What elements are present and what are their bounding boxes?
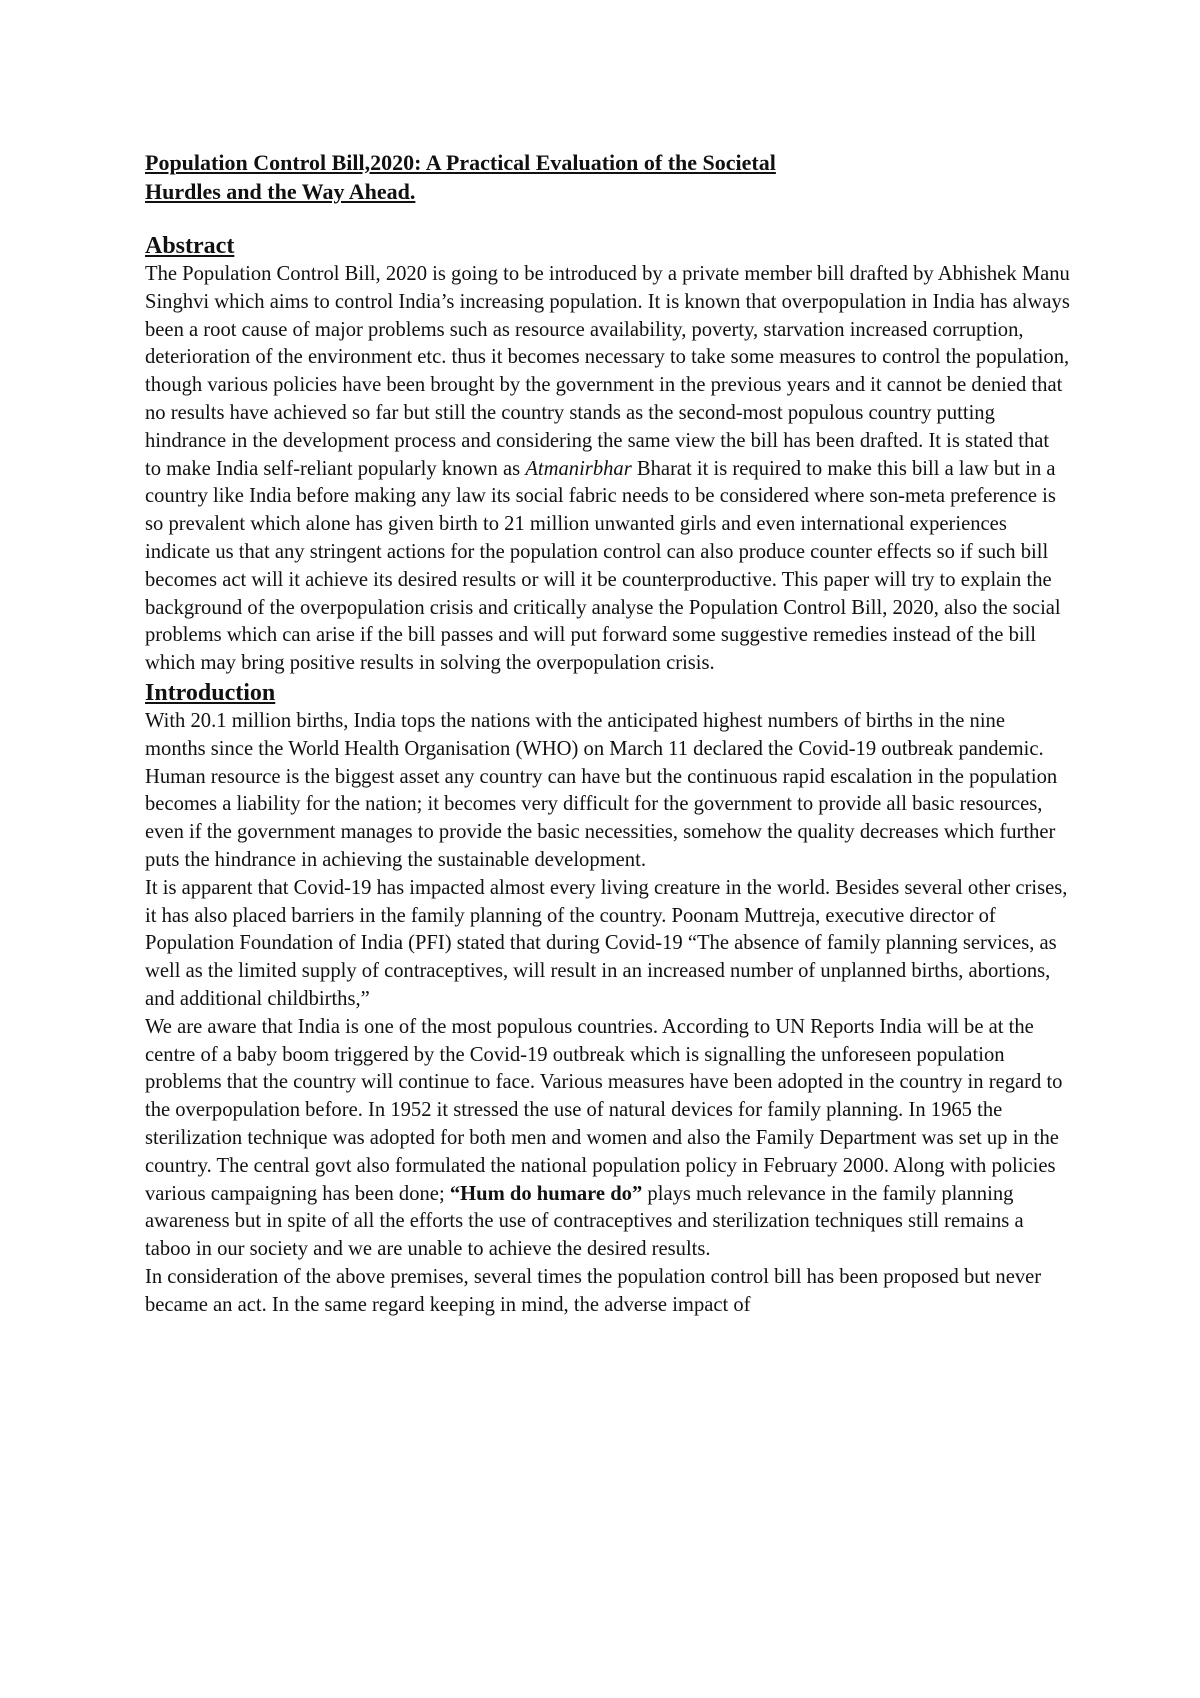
abstract-text-part-2: Bharat it is required to make this bill a law but in a country like India before making any law its social fabric needs to be considered where son-meta preference is so prevalent which alone has given birth to 21 million unwanted girls and even international experiences indicate us that any stringent actions for the population control can also produce counter effects so if such bill becomes act will it achieve its desired results or will it be counterproductive. This paper will try to explain the background of the overpopulation crisis and critically analyse the Population Control Bill, 2020, also the social problems which can arise if the bill passes and will put forward some suggestive remedies instead of the bill which may bring positive results in solving the overpopulation crisis. xyxy=(145,457,1061,675)
document-page xyxy=(145,148,1070,1319)
title-line-2: Hurdles and the Way Ahead. xyxy=(145,179,416,204)
document-title xyxy=(145,148,1070,206)
introduction-paragraph-2: Human resource is the biggest asset any country can have but the continuous rapid escalation in the population becomes a liability for the nation; it becomes very difficult for the government to provide all basic resources, even if the government manages to provide the basic necessities, somehow the quality decreases which further puts the hindrance in achieving the sustainable development. xyxy=(145,765,1058,871)
abstract-italic-term: Atmanirbhar xyxy=(525,457,632,480)
title-line-1: Population Control Bill,2020: A Practical Evaluation of the Societal xyxy=(145,150,776,175)
abstract-heading: Abstract xyxy=(145,233,235,259)
intro-p4-text-part-2: plays much relevance in the family planning awareness but in spite of all the efforts the use of contraceptives and sterilization techniques still remains a taboo in our society and we are unable to achieve the desired results. xyxy=(145,1182,1024,1261)
introduction-paragraph-5: In consideration of the above premises, several times the population control bill has been proposed but never became an act. In the same regard keeping in mind, the adverse impact of xyxy=(145,1265,1042,1316)
introduction-paragraph-4 xyxy=(145,1014,1070,1264)
introduction-heading: Introduction xyxy=(145,679,276,706)
introduction-paragraph-3: It is apparent that Covid-19 has impacted almost every living creature in the world. Besides several other crises, it has also placed barriers in the family planning of the country. Poonam Muttreja, executive director of Population Foundation of India (PFI) stated that during Covid-19 “The absence of family planning services, as well as the limited supply of contraceptives, will result in an increased number of unplanned births, abortions, and additional childbirths,” xyxy=(145,876,1068,1010)
introduction-paragraph-1: With 20.1 million births, India tops the nations with the anticipated highest numbers of births in the nine months since the World Health Organisation (WHO) on March 11 declared the Covid-19 outbreak pandemic. xyxy=(145,709,1044,760)
abstract-paragraph xyxy=(145,261,1070,678)
intro-p4-text-part-1: We are aware that India is one of the most populous countries. According to UN Reports India will be at the centre of a baby boom triggered by the Covid-19 outbreak which is signalling the unforeseen population problems that the country will continue to face. Various measures have been adopted in the country in regard to the overpopulation before. In 1952 it stressed the use of natural devices for family planning. In 1965 the sterilization technique was adopted for both men and women and also the Family Department was set up in the country. The central govt also formulated the national population policy in February 2000. Along with policies various campaigning has been done; xyxy=(145,1015,1063,1205)
abstract-text-part-1: The Population Control Bill, 2020 is going to be introduced by a private member bill drafted by Abhishek Manu Singhvi which aims to control India’s increasing population. It is known that overpopulation in India has always been a root cause of major problems such as resource availability, poverty, starvation increased corruption, deterioration of the environment etc. thus it becomes necessary to take some measures to control the population, though various policies have been brought by the government in the previous years and it cannot be denied that no results have achieved so far but still the country stands as the second-most populous country putting hindrance in the development process and considering the same view the bill has been drafted. It is stated that to make India self-reliant popularly known as xyxy=(145,263,1070,480)
campaign-slogan: “Hum do humare do” xyxy=(449,1182,643,1205)
